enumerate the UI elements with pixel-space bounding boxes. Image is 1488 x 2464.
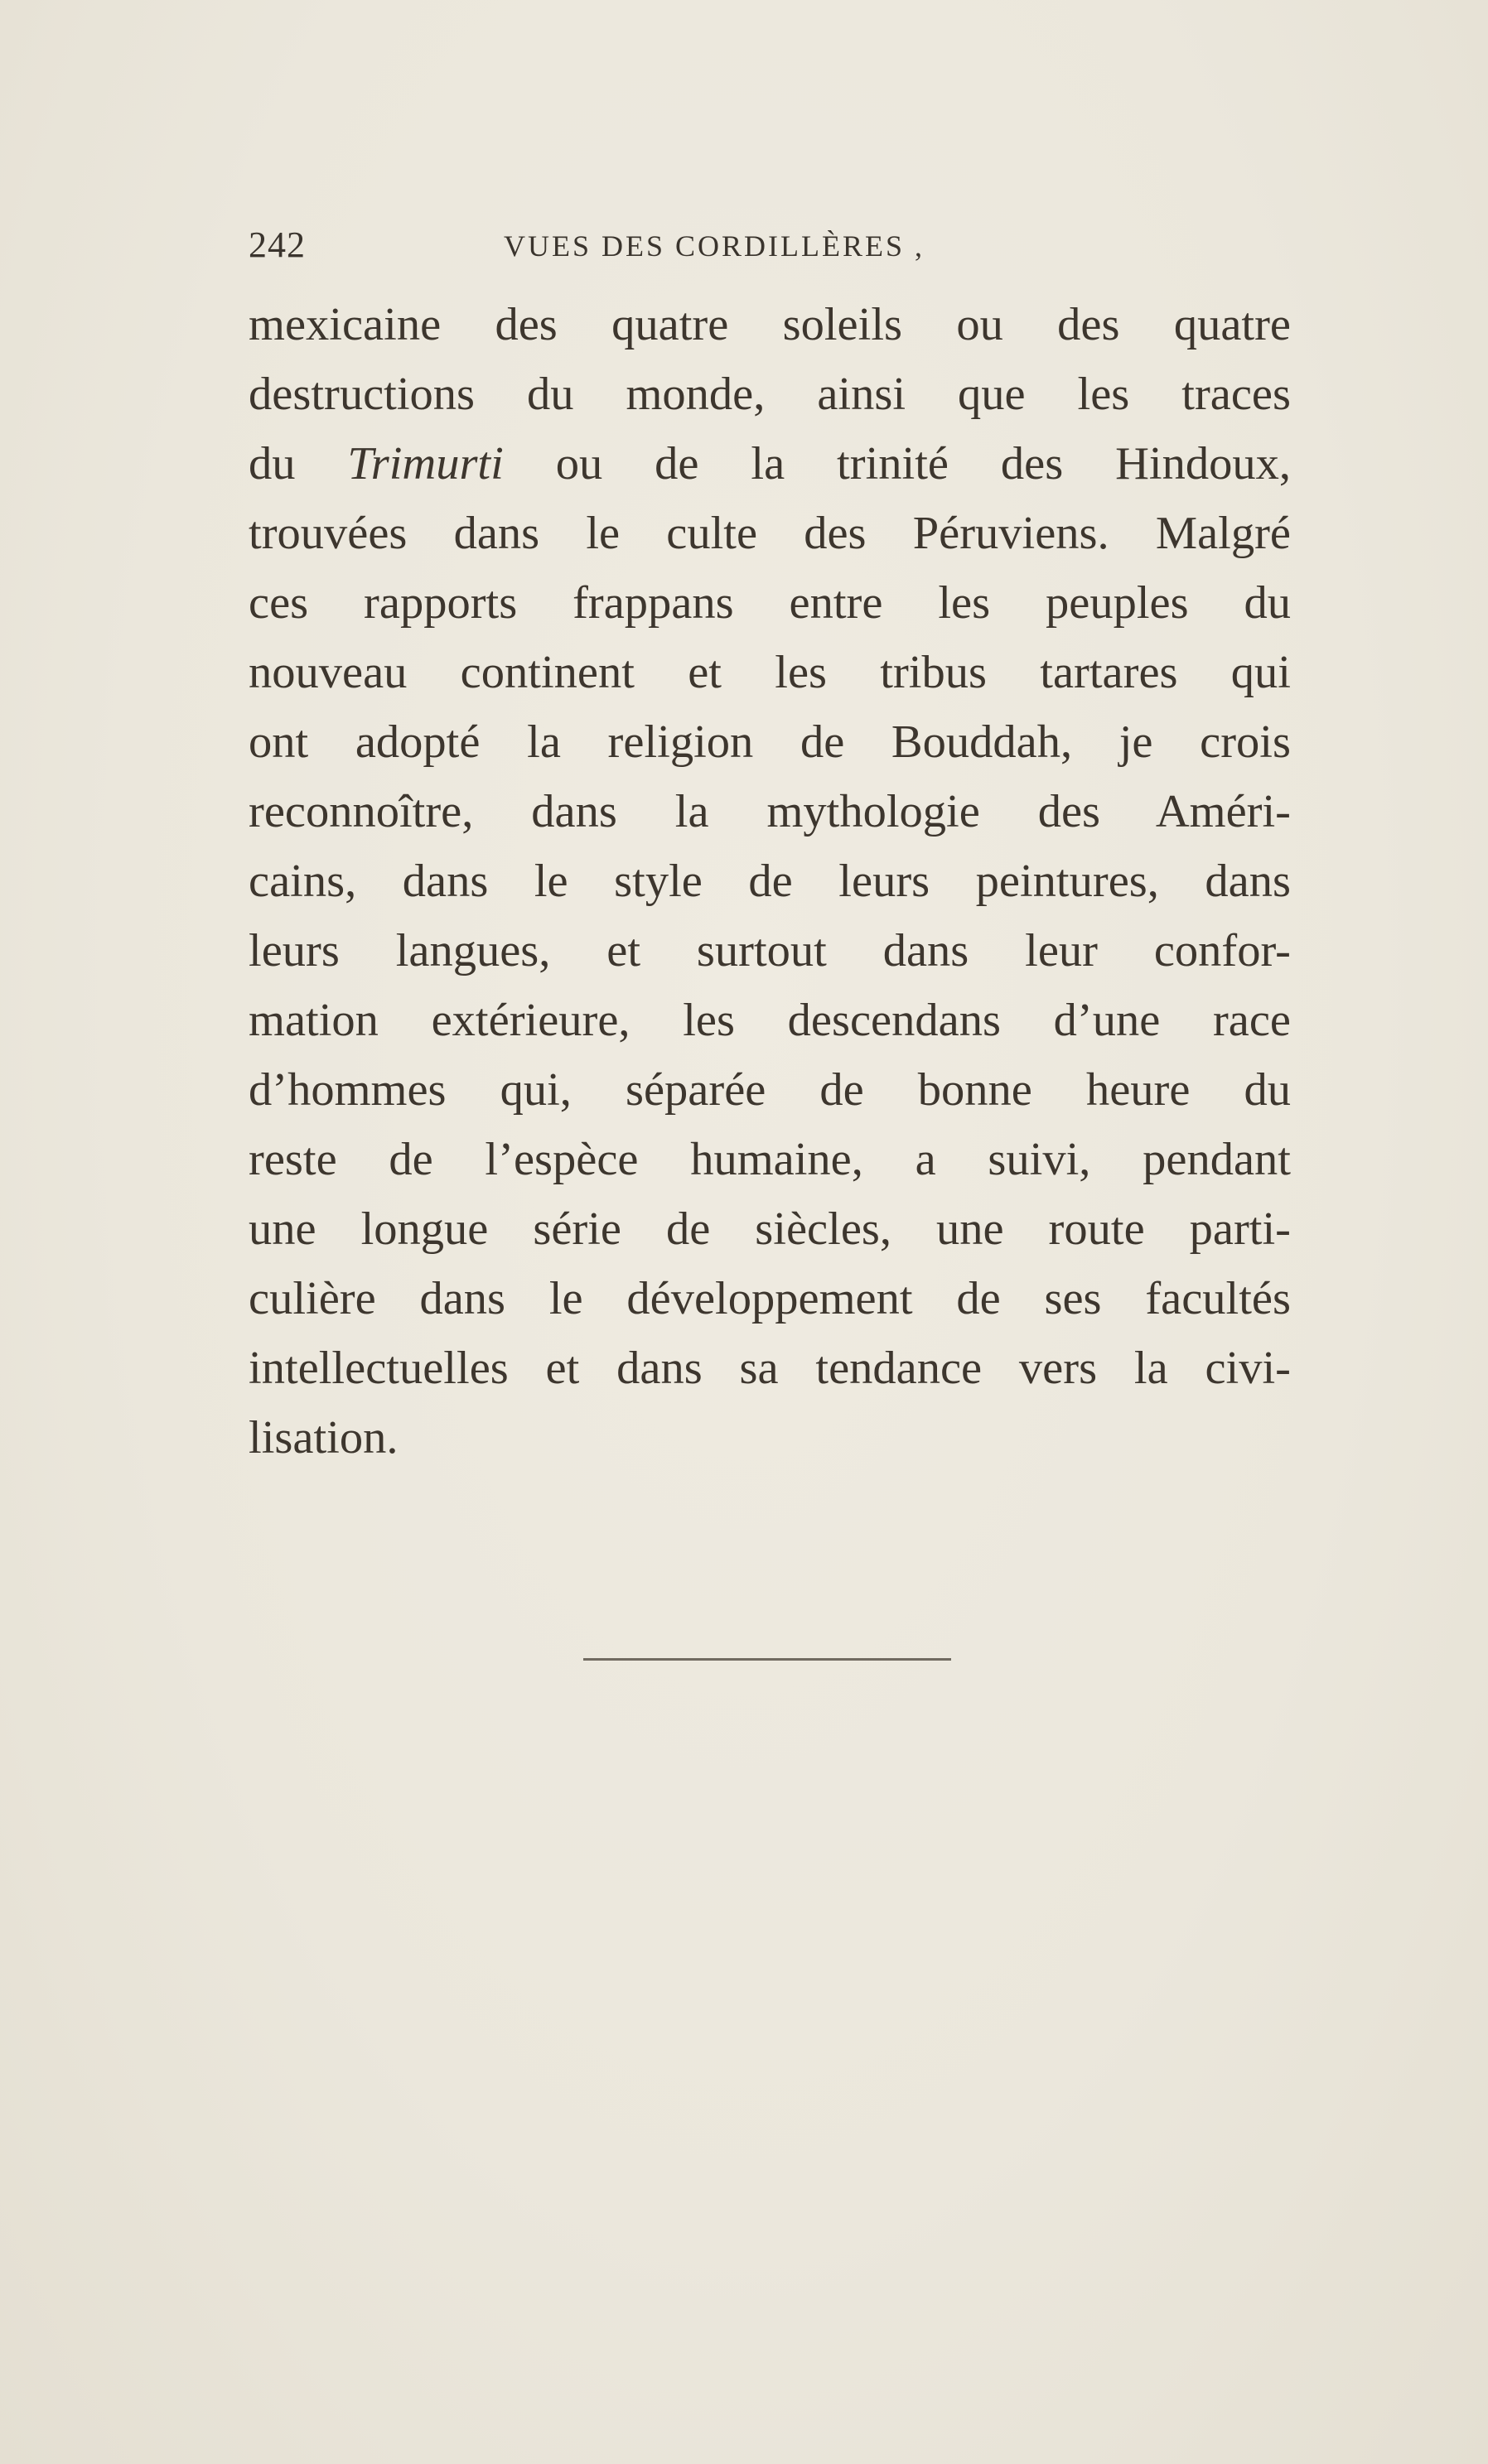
text-line: ont adopté la religion de Bouddah, je crois <box>249 716 1291 768</box>
page-number: 242 <box>249 224 306 265</box>
text-line: cains, dans le style de leurs peintures, dans <box>249 856 1291 907</box>
text-line: trouvées dans le culte des Péruviens. Malgré <box>249 508 1291 559</box>
text-line: mexicaine des quatre soleils ou des quatre <box>249 299 1291 350</box>
end-rule <box>583 1658 951 1661</box>
running-title: VUES DES CORDILLÈRES , <box>504 229 925 263</box>
text-line: culière dans le développement de ses facultés <box>249 1273 1291 1324</box>
text-line: une longue série de siècles, une route parti- <box>249 1203 1291 1255</box>
page-header <box>249 224 1292 273</box>
text-line: reconnoître, dans la mythologie des Améri- <box>249 786 1291 837</box>
text-line: d’hommes qui, séparée de bonne heure du <box>249 1064 1291 1116</box>
text-line-end: ou de la trinité des Hindoux, <box>503 438 1291 489</box>
text-line-last: lisation. <box>249 1412 399 1463</box>
body-text <box>249 290 1291 1473</box>
text-line: destructions du monde, ainsi que les traces <box>249 369 1291 420</box>
text-line-start: du <box>249 438 348 489</box>
text-line: nouveau continent et les tribus tartares qui <box>249 647 1291 698</box>
italic-term: Trimurti <box>347 438 504 489</box>
text-line: ces rapports frappans entre les peuples du <box>249 577 1291 629</box>
text-line: intellectuelles et dans sa tendance vers la civi- <box>249 1343 1291 1394</box>
text-line: reste de l’espèce humaine, a suivi, pendant <box>249 1134 1291 1185</box>
text-line <box>249 429 1291 499</box>
text-line: mation extérieure, les descendans d’une race <box>249 995 1291 1046</box>
text-line: leurs langues, et surtout dans leur confor- <box>249 925 1291 976</box>
